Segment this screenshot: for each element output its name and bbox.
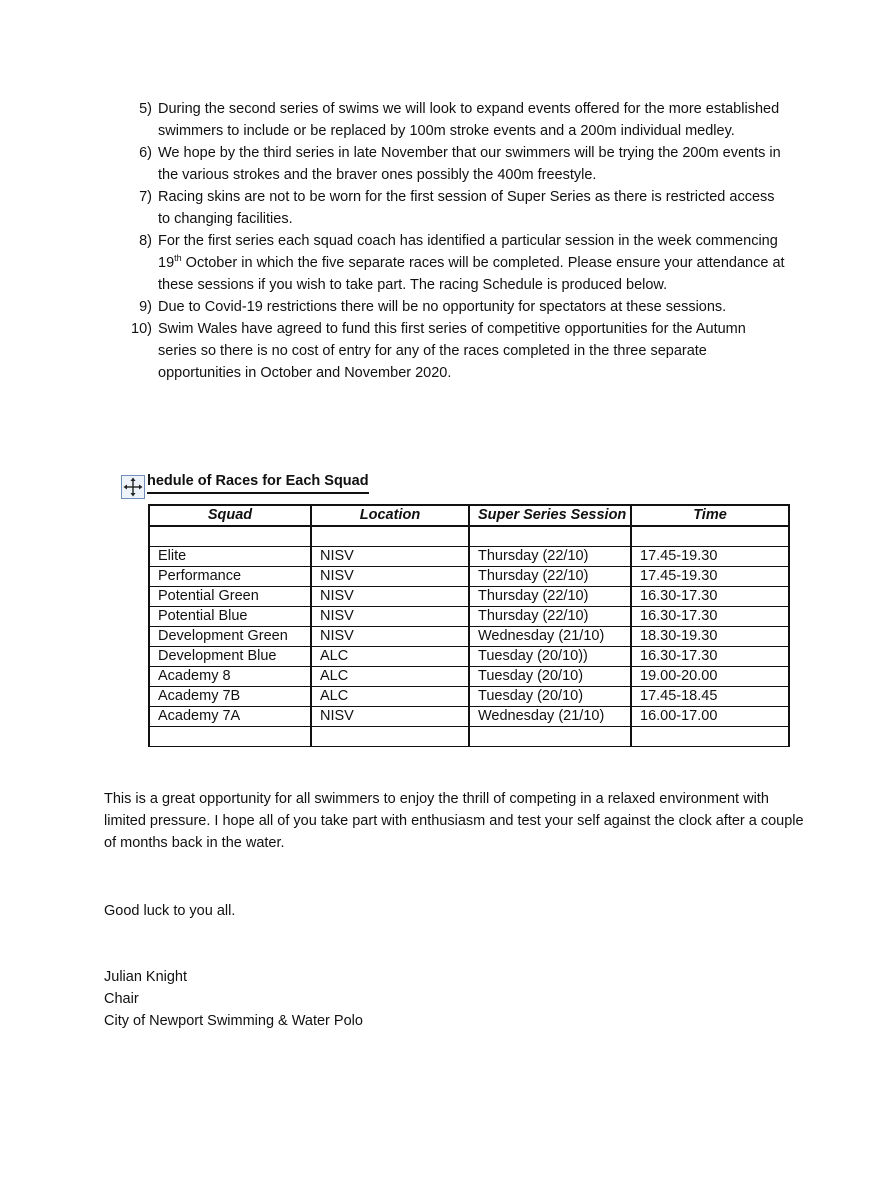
list-item (128, 98, 788, 142)
signatory-name: Julian Knight (104, 969, 188, 985)
signatory-organisation: City of Newport Swimming & Water Polo (104, 1013, 363, 1029)
list-number: 10) (131, 321, 152, 337)
table-cell: 17.45-19.30 (631, 547, 789, 567)
table-cell: Potential Green (149, 587, 311, 607)
table-row (149, 607, 789, 627)
table-cell: ALC (311, 647, 469, 667)
table-cell: Thursday (22/10) (469, 607, 631, 627)
table-cell: 18.30-19.30 (631, 627, 789, 647)
table-cell (469, 727, 631, 747)
table-cell (149, 727, 311, 747)
table-cell (149, 526, 311, 547)
table-cell: Tuesday (20/10) (469, 687, 631, 707)
column-header: Location (311, 505, 469, 526)
empty-row (149, 727, 789, 747)
table-cell (631, 727, 789, 747)
table-cell: Tuesday (20/10) (469, 667, 631, 687)
table-row (149, 647, 789, 667)
table-cell: 17.45-18.45 (631, 687, 789, 707)
table-cell: Wednesday (21/10) (469, 627, 631, 647)
table-cell: 16.30-17.30 (631, 647, 789, 667)
table-cell: 16.00-17.00 (631, 707, 789, 727)
list-text: During the second series of swims we will look to expand events offered for the more established swimmers to include or be replaced by 100m stroke events and a 200m individual medley. (158, 101, 780, 139)
list-text: For the first series each squad coach has identified a particular session in the week commencing 19th October in which the five separate races will be completed. Please ensure your attendance at these sessions if you wish to take part. The racing Schedule is produced below. (158, 233, 785, 293)
table-cell: NISV (311, 567, 469, 587)
list-number: 9) (139, 299, 152, 315)
table-cell: 19.00-20.00 (631, 667, 789, 687)
table-row (149, 707, 789, 727)
list-item (128, 142, 788, 186)
list-number: 6) (139, 145, 152, 161)
table-cell: Thursday (22/10) (469, 567, 631, 587)
list-text: Swim Wales have agreed to fund this first series of competitive opportunities for the Autumn series so there is no cost of entry for any of the races completed in the three separate opportunities in October and November 2020. (158, 321, 746, 381)
table-cell (469, 526, 631, 547)
table-row (149, 567, 789, 587)
table-cell: NISV (311, 547, 469, 567)
race-schedule-table (148, 504, 790, 747)
table-cell: Potential Blue (149, 607, 311, 627)
table-row (149, 587, 789, 607)
table-header-row (149, 505, 789, 526)
table-cell: 17.45-19.30 (631, 567, 789, 587)
table-cell: NISV (311, 707, 469, 727)
table-cell: Thursday (22/10) (469, 547, 631, 567)
table-cell: Academy 7A (149, 707, 311, 727)
table-cell: ALC (311, 667, 469, 687)
table-row (149, 667, 789, 687)
list-number: 5) (139, 101, 152, 117)
list-text: Due to Covid-19 restrictions there will be no opportunity for spectators at these sessions. (158, 299, 727, 315)
table-cell (631, 526, 789, 547)
table-cell: 16.30-17.30 (631, 607, 789, 627)
table-row (149, 627, 789, 647)
list-item (128, 230, 788, 296)
table-cell (311, 526, 469, 547)
column-header: Time (631, 505, 789, 526)
table-row (149, 547, 789, 567)
table-cell: 16.30-17.30 (631, 587, 789, 607)
table-cell: Tuesday (20/10)) (469, 647, 631, 667)
table-cell: Academy 8 (149, 667, 311, 687)
signature-block (104, 966, 804, 1032)
table-title: hedule of Races for Each Squad (147, 471, 369, 494)
closing-paragraph: This is a great opportunity for all swimmers to enjoy the thrill of competing in a relaxed environment with limited pressure. I hope all of you take part with enthusiasm and test your self against the clock after a couple of months back in the water. (104, 791, 804, 851)
table-cell: Development Blue (149, 647, 311, 667)
table-cell: NISV (311, 587, 469, 607)
table-row (149, 687, 789, 707)
empty-row (149, 526, 789, 547)
list-text: We hope by the third series in late November that our swimmers will be trying the 200m events in the various strokes and the braver ones possibly the 400m freestyle. (158, 145, 781, 183)
table-cell: NISV (311, 627, 469, 647)
list-number: 7) (139, 189, 152, 205)
table-cell: ALC (311, 687, 469, 707)
table-cell: Academy 7B (149, 687, 311, 707)
move-arrows-icon[interactable] (121, 475, 145, 499)
table-cell (311, 727, 469, 747)
list-item (128, 186, 788, 230)
list-text: Racing skins are not to be worn for the first session of Super Series as there is restricted access to changing facilities. (158, 189, 775, 227)
list-item (128, 318, 788, 384)
numbered-list (128, 98, 788, 384)
table-cell: NISV (311, 607, 469, 627)
column-header: Super Series Session (469, 505, 631, 526)
table-cell: Performance (149, 567, 311, 587)
signatory-role: Chair (104, 991, 139, 1007)
table-cell: Wednesday (21/10) (469, 707, 631, 727)
table-cell: Thursday (22/10) (469, 587, 631, 607)
list-item (128, 296, 788, 318)
good-luck-line: Good luck to you all. (104, 903, 236, 919)
table-cell: Elite (149, 547, 311, 567)
table-cell: Development Green (149, 627, 311, 647)
column-header: Squad (149, 505, 311, 526)
list-number: 8) (139, 233, 152, 249)
